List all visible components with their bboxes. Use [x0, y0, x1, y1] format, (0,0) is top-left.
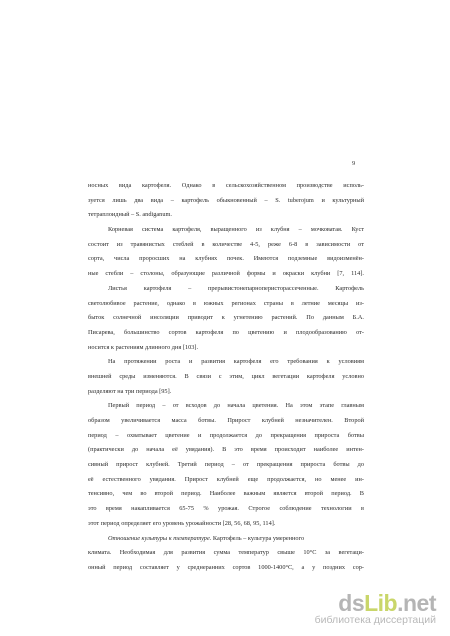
text-line: Корневая система картофеля, выращенного из клубня – мочковатая. Куст [108, 226, 364, 234]
text-line: Листья картофеля – прерывистонепарноперисторассеченные. Картофель [108, 284, 364, 292]
text-line: тенсивно, чем во второй период. Наиболее важным является второй период. В [88, 490, 364, 498]
text-line: Писарева, большинство сортов картофеля по цветению и плодообразованию от- [88, 328, 364, 336]
watermark[interactable] [302, 590, 436, 626]
dslib-logo[interactable]: dsLib.net [338, 590, 436, 616]
text-line: разделяют на три периода [95]. [88, 387, 172, 395]
inline-text: Картофель – [211, 534, 248, 542]
text-line: (практически до начала её увядания). В это время происходит наиболее интен- [88, 446, 364, 454]
text-line: это время накапливается 65-75 % урожая. Строгое соблюдение технологии в [88, 505, 364, 513]
text-line: этот период определяет его уровень урожайности [28, 56, 68, 95, 114]. [88, 519, 276, 527]
text-line: онный период составляет у среднеранних сортов 1000-1400°С, а у поздних сор- [88, 563, 364, 571]
text-line: ные стебли – столоны, образующие различной формы и окраски клубни [7, 114]. [88, 270, 364, 278]
text-line: период – охватывает цветение и продолжается до прекращения прироста ботвы [88, 431, 364, 439]
text-line: сорта, числа проросших на клубнях почек. Имеются подземные видоизменён- [88, 255, 364, 263]
text-line: носных вида картофеля. Однако в сельскохозяйственном производстве исполь- [88, 182, 364, 189]
body-text [88, 179, 364, 576]
text-line: быток солнечной инсоляции приводит к угнетению растений. По данным Б.А. [88, 314, 364, 322]
watermark-subtitle: библиотека диссертаций [314, 614, 436, 626]
inline-text: культура умеренного [247, 534, 305, 542]
text-line: состоит из травянистых стеблей в количестве 4-5, реже 6-8 в зависимости от [88, 240, 364, 248]
text-line [88, 532, 364, 547]
text-line: сивный прирост клубней. Третий период – от прекращения прироста ботвы до [88, 461, 364, 469]
text-line: её естественного увядания. Прирост клубней еще продолжается, но менее ин- [88, 475, 364, 483]
page-number: 9 [352, 160, 356, 167]
text-line: внешней среды изменяются. В связи с этим, цикл вегетации картофеля условно [88, 372, 364, 380]
text-line: зуется лишь два вида – картофель обыкновенный – S. tuberojum и культурный [88, 196, 364, 204]
italic-heading: Отношение культуры к температуре. [108, 534, 212, 542]
text-line: светолюбивое растение, однако в южных регионах страны в летние месяцы из- [88, 299, 364, 307]
text-line: климата. Необходимая для развития сумма температур свыше 10°С за вегетаци- [88, 549, 364, 557]
text-line: образом увеличивается масса ботвы. Прирост клубней незначителен. Второй [88, 417, 364, 424]
text-line: Первый период – от всходов до начала цветения. На этом этапе главным [108, 402, 364, 410]
text-line: носится к растениям длинного дня [103]. [88, 343, 199, 351]
text-line: тетраплоидный – S. andiganum. [88, 211, 172, 219]
text-line: На протяжении роста и развития картофеля его требования к условиям [108, 358, 364, 366]
